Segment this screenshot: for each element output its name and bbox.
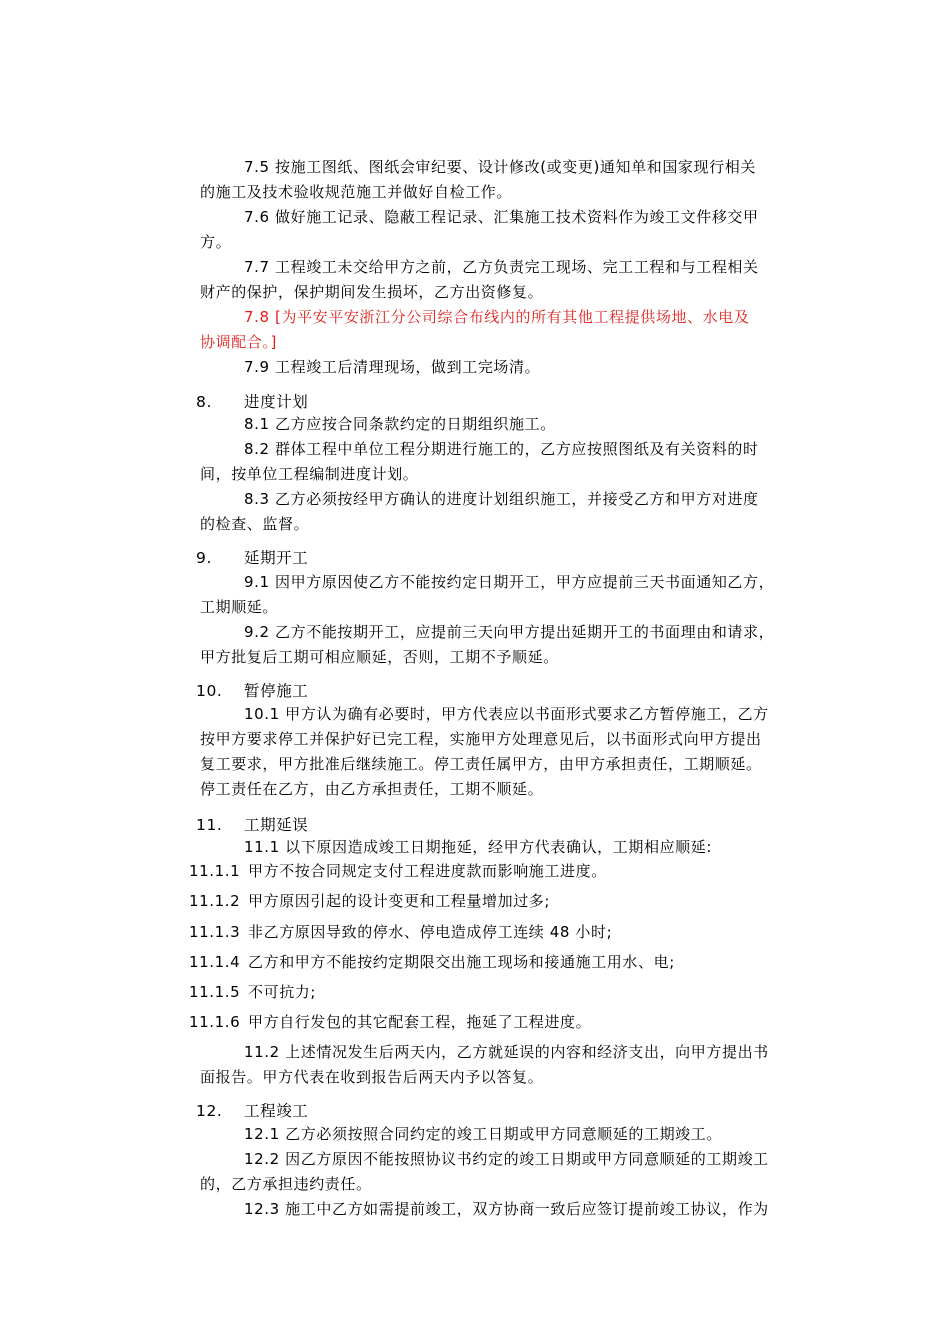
clause-10-1-cont-3: 停工责任在乙方，由乙方承担责任，工期不顺延。 [200,780,544,798]
section-11-number: 11. [196,816,223,834]
clause-10-1-cont-1: 按甲方要求停工并保护好已完工程，实施甲方处理意见后，以书面形式向甲方提出 [200,730,762,748]
item-11-1-4-number: 11.1.4 [189,953,241,971]
clause-8-2: 8.2 群体工程中单位工程分期进行施工的，乙方应按照图纸及有关资料的时 [244,440,759,458]
clause-7-7: 7.7 工程竣工未交给甲方之前，乙方负责完工现场、完工工程和与工程相关 [244,258,759,276]
clause-7-9: 7.9 工程竣工后清理现场，做到工完场清。 [244,358,541,376]
section-9-heading: 延期开工 [244,549,309,567]
clause-8-2-cont: 间，按单位工程编制进度计划。 [200,465,419,483]
section-8-heading: 进度计划 [244,393,309,411]
clause-8-3-cont: 的检查、监督。 [200,515,310,533]
clause-8-3: 8.3 乙方必须按经甲方确认的进度计划组织施工，并接受乙方和甲方对进度 [244,490,759,508]
item-11-1-2-number: 11.1.2 [189,892,241,910]
item-11-1-3-text: 非乙方原因导致的停水、停电造成停工连续 48 小时; [248,923,613,941]
section-8-number: 8. [196,393,212,411]
section-12-number: 12. [196,1102,223,1120]
item-11-1-6-number: 11.1.6 [189,1013,241,1031]
clause-7-5-cont: 的施工及技术验收规范施工并做好自检工作。 [200,183,513,201]
item-11-1-1-number: 11.1.1 [189,862,241,880]
item-11-1-5-text: 不可抗力; [248,983,317,1001]
clause-10-1: 10.1 甲方认为确有必要时，甲方代表应以书面形式要求乙方暂停施工，乙方 [244,705,769,723]
clause-7-8-highlight-cont: 协调配合。] [200,333,277,351]
clause-12-2-cont: 的，乙方承担违约责任。 [200,1175,372,1193]
clause-11-2-cont: 面报告。甲方代表在收到报告后两天内予以答复。 [200,1068,544,1086]
section-12-heading: 工程竣工 [244,1102,309,1120]
item-11-1-5-number: 11.1.5 [189,983,241,1001]
clause-9-2-cont: 甲方批复后工期可相应顺延，否则，工期不予顺延。 [200,648,559,666]
clause-12-3: 12.3 施工中乙方如需提前竣工，双方协商一致后应签订提前竣工协议，作为 [244,1200,769,1218]
clause-8-1: 8.1 乙方应按合同条款约定的日期组织施工。 [244,415,556,433]
item-11-1-6-text: 甲方自行发包的其它配套工程，拖延了工程进度。 [248,1013,592,1031]
section-11-heading: 工期延误 [244,816,309,834]
clause-7-7-cont: 财产的保护，保护期间发生损坏，乙方出资修复。 [200,283,544,301]
clause-7-6-cont: 方。 [200,233,232,251]
clause-9-2: 9.2 乙方不能按期开工，应提前三天向甲方提出延期开工的书面理由和请求， [244,623,775,641]
clause-11-2: 11.2 上述情况发生后两天内，乙方就延误的内容和经济支出，向甲方提出书 [244,1043,769,1061]
item-11-1-4-text: 乙方和甲方不能按约定期限交出施工现场和接通施工用水、电; [248,953,675,971]
clause-10-1-cont-2: 复工要求，甲方批准后继续施工。停工责任属甲方，由甲方承担责任，工期顺延。 [200,755,762,773]
section-10-heading: 暂停施工 [244,682,309,700]
item-11-1-2-text: 甲方原因引起的设计变更和工程量增加过多; [248,892,551,910]
clause-9-1-cont: 工期顺延。 [200,598,279,616]
clause-7-8-highlight: 7.8 [为平安平安浙江分公司综合布线内的所有其他工程提供场地、水电及 [244,308,750,326]
clause-7-6: 7.6 做好施工记录、隐蔽工程记录、汇集施工技术资料作为竣工文件移交甲 [244,208,759,226]
clause-12-2: 12.2 因乙方原因不能按照协议书约定的竣工日期或甲方同意顺延的工期竣工 [244,1150,769,1168]
clause-11-1: 11.1 以下原因造成竣工日期拖延，经甲方代表确认，工期相应顺延: [244,838,713,856]
clause-7-5: 7.5 按施工图纸、图纸会审纪要、设计修改(或变更)通知单和国家现行相关 [244,158,756,176]
section-9-number: 9. [196,549,212,567]
item-11-1-1-text: 甲方不按合同规定支付工程进度款而影响施工进度。 [248,862,607,880]
clause-9-1: 9.1 因甲方原因使乙方不能按约定日期开工，甲方应提前三天书面通知乙方， [244,573,775,591]
section-10-number: 10. [196,682,223,700]
clause-12-1: 12.1 乙方必须按照合同约定的竣工日期或甲方同意顺延的工期竣工。 [244,1125,722,1143]
item-11-1-3-number: 11.1.3 [189,923,241,941]
